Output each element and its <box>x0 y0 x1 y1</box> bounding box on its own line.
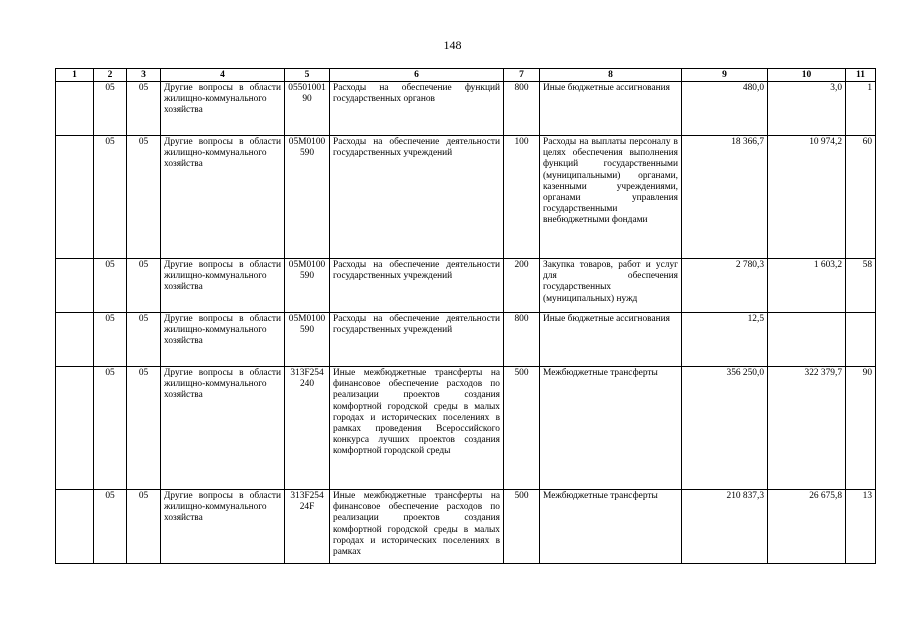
cell-target-name: Иные межбюджетные трансферты на финансовое обеспечение расходов по реализации проектов создания комфортной городской среды в малых городах и исторических поселениях в рамках проведения Всероссийского конкурса лучших проектов создания комфортной городской среды <box>330 367 504 490</box>
cell-actual-amount <box>768 313 846 367</box>
cell-section-name: Другие вопросы в области жилищно-коммунального хозяйства <box>161 490 285 564</box>
cell-target-code: 05М0100590 <box>285 136 330 259</box>
cell-section-name: Другие вопросы в области жилищно-коммунального хозяйства <box>161 82 285 136</box>
cell-subsection: 05 <box>127 259 161 313</box>
cell-section: 05 <box>94 313 127 367</box>
col-header-7: 7 <box>504 69 540 82</box>
budget-table <box>55 68 876 564</box>
cell-plan-amount: 12,5 <box>682 313 768 367</box>
cell-expense-type-name: Межбюджетные трансферты <box>540 367 682 490</box>
table-row <box>56 259 876 313</box>
cell-subsection: 05 <box>127 136 161 259</box>
col-header-2: 2 <box>94 69 127 82</box>
cell-plan-amount: 2 780,3 <box>682 259 768 313</box>
cell-section: 05 <box>94 259 127 313</box>
cell-section: 05 <box>94 367 127 490</box>
cell-col1 <box>56 82 94 136</box>
cell-expense-type-name: Межбюджетные трансферты <box>540 490 682 564</box>
cell-target-name: Расходы на обеспечение функций государственных органов <box>330 82 504 136</box>
cell-col1 <box>56 367 94 490</box>
cell-target-name: Расходы на обеспечение деятельности государственных учреждений <box>330 259 504 313</box>
cell-target-code: 05М0100590 <box>285 259 330 313</box>
cell-expense-type-name: Закупка товаров, работ и услуг для обеспечения государственных (муниципальных) нужд <box>540 259 682 313</box>
cell-target-code: 313F254240 <box>285 367 330 490</box>
cell-section: 05 <box>94 490 127 564</box>
cell-subsection: 05 <box>127 367 161 490</box>
table-row <box>56 82 876 136</box>
col-header-1: 1 <box>56 69 94 82</box>
cell-section-name: Другие вопросы в области жилищно-коммунального хозяйства <box>161 136 285 259</box>
col-header-3: 3 <box>127 69 161 82</box>
cell-actual-amount: 1 603,2 <box>768 259 846 313</box>
cell-percent: 60 <box>846 136 876 259</box>
cell-actual-amount: 3,0 <box>768 82 846 136</box>
cell-percent <box>846 313 876 367</box>
cell-percent: 58 <box>846 259 876 313</box>
cell-plan-amount: 18 366,7 <box>682 136 768 259</box>
col-header-11: 11 <box>846 69 876 82</box>
cell-expense-type-code: 800 <box>504 82 540 136</box>
col-header-8: 8 <box>540 69 682 82</box>
cell-target-name: Расходы на обеспечение деятельности государственных учреждений <box>330 136 504 259</box>
cell-plan-amount: 210 837,3 <box>682 490 768 564</box>
cell-col1 <box>56 259 94 313</box>
cell-expense-type-code: 800 <box>504 313 540 367</box>
col-header-9: 9 <box>682 69 768 82</box>
cell-percent: 90 <box>846 367 876 490</box>
cell-section-name: Другие вопросы в области жилищно-коммунального хозяйства <box>161 259 285 313</box>
page-number: 148 <box>443 38 462 52</box>
cell-expense-type-code: 200 <box>504 259 540 313</box>
table-row <box>56 313 876 367</box>
cell-target-code: 05М0100590 <box>285 313 330 367</box>
cell-col1 <box>56 136 94 259</box>
cell-actual-amount: 10 974,2 <box>768 136 846 259</box>
cell-col1 <box>56 490 94 564</box>
col-header-10: 10 <box>768 69 846 82</box>
header-row <box>56 69 876 82</box>
cell-section: 05 <box>94 82 127 136</box>
cell-expense-type-code: 500 <box>504 367 540 490</box>
cell-percent: 1 <box>846 82 876 136</box>
cell-actual-amount: 322 379,7 <box>768 367 846 490</box>
col-header-4: 4 <box>161 69 285 82</box>
cell-plan-amount: 480,0 <box>682 82 768 136</box>
cell-expense-type-name: Расходы на выплаты персоналу в целях обеспечения выполнения функций государственными (муниципальными) органами, казенными учреждениями, органами управления государственными внебюджетными фондами <box>540 136 682 259</box>
col-header-5: 5 <box>285 69 330 82</box>
table-row <box>56 136 876 259</box>
cell-section-name: Другие вопросы в области жилищно-коммунального хозяйства <box>161 367 285 490</box>
cell-section: 05 <box>94 136 127 259</box>
cell-target-name: Расходы на обеспечение деятельности государственных учреждений <box>330 313 504 367</box>
cell-plan-amount: 356 250,0 <box>682 367 768 490</box>
cell-target-code: 0550100190 <box>285 82 330 136</box>
cell-col1 <box>56 313 94 367</box>
cell-percent: 13 <box>846 490 876 564</box>
cell-expense-type-name: Иные бюджетные ассигнования <box>540 313 682 367</box>
cell-subsection: 05 <box>127 313 161 367</box>
table-row <box>56 490 876 564</box>
cell-expense-type-code: 500 <box>504 490 540 564</box>
cell-actual-amount: 26 675,8 <box>768 490 846 564</box>
cell-target-name: Иные межбюджетные трансферты на финансовое обеспечение расходов по реализации проектов создания комфортной городской среды в малых городах и исторических поселениях в рамках <box>330 490 504 564</box>
col-header-6: 6 <box>330 69 504 82</box>
cell-section-name: Другие вопросы в области жилищно-коммунального хозяйства <box>161 313 285 367</box>
cell-subsection: 05 <box>127 490 161 564</box>
cell-expense-type-name: Иные бюджетные ассигнования <box>540 82 682 136</box>
cell-target-code: 313F25424F <box>285 490 330 564</box>
cell-subsection: 05 <box>127 82 161 136</box>
table-row <box>56 367 876 490</box>
cell-expense-type-code: 100 <box>504 136 540 259</box>
